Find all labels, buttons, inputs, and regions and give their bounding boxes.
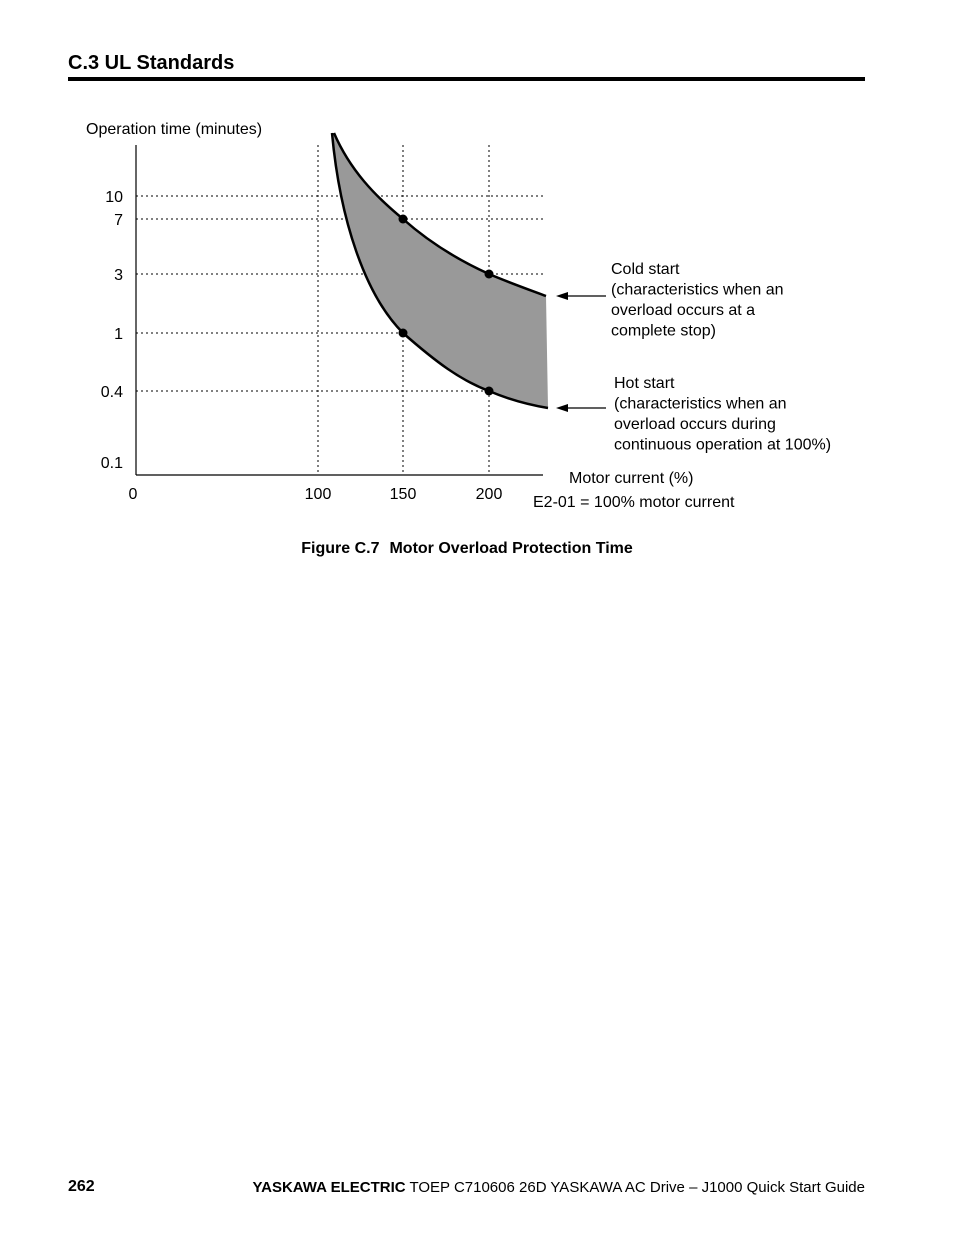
y-tick-0.1: 0.1 — [100, 455, 123, 472]
annotation-line: (characteristics when an — [611, 281, 784, 299]
annotation-arrow-head — [556, 404, 568, 412]
y-tick-1: 1 — [114, 326, 123, 343]
x-tick-100: 100 — [304, 486, 332, 503]
annotation-line: overload occurs during — [614, 416, 776, 433]
x-tick-0: 0 — [128, 486, 138, 503]
annotation-line: complete stop) — [611, 322, 716, 340]
cold-start-annotation — [556, 261, 784, 340]
y-tick-10: 10 — [105, 189, 123, 206]
annotation-line: (characteristics when an — [614, 395, 787, 413]
annotation-line: overload occurs at a — [611, 302, 756, 319]
hot-start-point-200 — [485, 387, 494, 396]
annotation-line: Hot start — [614, 375, 675, 392]
x-tick-labels — [129, 486, 503, 503]
curve-annotations — [556, 261, 831, 454]
figure-label: Figure C.7 — [301, 540, 380, 557]
x-axis-note: E2-01 = 100% motor current — [533, 494, 735, 511]
hot-start-point-150 — [399, 329, 408, 338]
cold-start-point-200 — [485, 270, 494, 279]
annotation-line: continuous operation at 100%) — [614, 436, 832, 454]
cold-start-point-150 — [399, 215, 408, 224]
y-tick-labels — [101, 189, 123, 472]
page-number: 262 — [68, 1178, 95, 1195]
figure-caption — [0, 540, 934, 558]
hot-start-annotation — [556, 375, 831, 454]
y-tick-0.4: 0.4 — [100, 384, 123, 401]
annotation-arrow-head — [556, 292, 568, 300]
x-tick-200: 200 — [475, 486, 503, 503]
x-axis-label: Motor current (%) — [569, 470, 694, 487]
x-tick-150: 150 — [389, 486, 417, 503]
annotation-line: Cold start — [611, 261, 680, 278]
y-axis-label: Operation time (minutes) — [86, 121, 263, 138]
section-title: C.3 UL Standards — [68, 52, 235, 74]
figure-title: Motor Overload Protection Time — [389, 540, 633, 557]
motor-overload-chart — [0, 0, 954, 600]
y-tick-3: 3 — [114, 267, 123, 284]
y-tick-7: 7 — [114, 212, 123, 229]
footer-brand: YASKAWA ELECTRIC — [252, 1179, 406, 1196]
footer-doc-info — [253, 1179, 866, 1196]
footer-doc-text: TOEP C710606 26D YASKAWA AC Drive – J1000 Quick Start Guide — [409, 1179, 865, 1196]
